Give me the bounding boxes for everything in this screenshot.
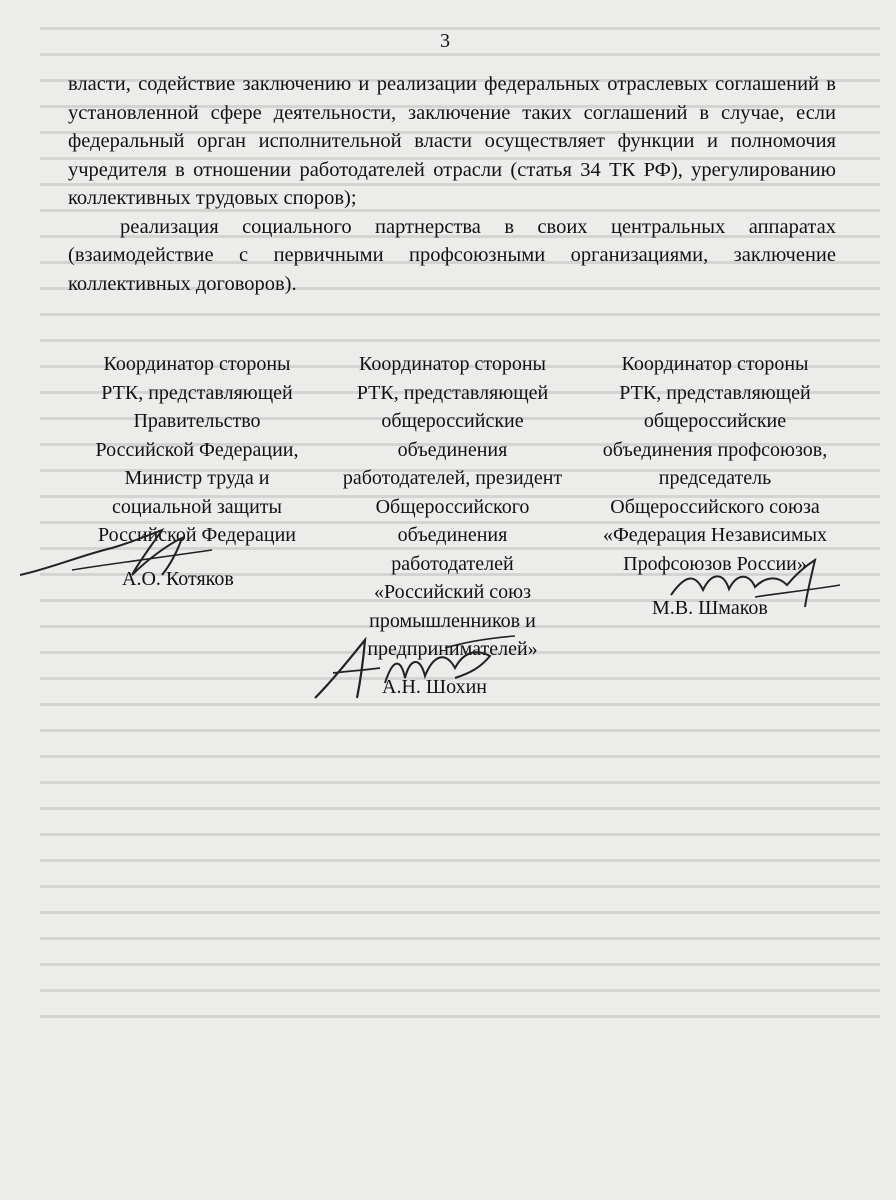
signatory-title-line: РТК, представляющей <box>356 381 549 404</box>
paragraph: реализация социального партнерства в своих центральных аппаратах (взаимодействие с первичными профсоюзными организациями, заключение коллективных договоров). <box>68 215 836 295</box>
signatory-title-line: объединения <box>397 438 508 461</box>
signatory-title-line: «Российский союз <box>373 581 531 603</box>
signatory-name: М.В. Шмаков <box>652 597 768 619</box>
signatory-title-line: Правительство <box>133 410 261 432</box>
signatory-title-line: Координатор стороны <box>103 353 291 375</box>
signatory-title-line: промышленников и <box>369 609 536 632</box>
signatory-title-line: РТК, представляющей <box>101 381 293 404</box>
signatory-title-line: объединения <box>397 524 508 546</box>
signatory-block-kotyakov <box>62 350 332 550</box>
signatory-title-line: объединения профсоюзов, <box>602 438 828 461</box>
signatory-title-line: «Федерация Независимых <box>602 524 828 546</box>
signatory-title-line: общероссийские <box>381 410 524 432</box>
page-number: 3 <box>440 30 450 52</box>
signatory-title-line: общероссийские <box>643 410 787 432</box>
signatory-block-shmakov <box>590 350 840 578</box>
signatory-title-line: социальной защиты <box>112 495 282 518</box>
signatory-name: А.О. Котяков <box>122 568 234 590</box>
signatory-title-line: предпринимателей» <box>367 638 538 660</box>
signatory-title-line: РТК, представляющей <box>619 381 811 404</box>
signatory-title-line: председатель <box>658 467 772 489</box>
signatory-title-line: Общероссийского союза <box>610 495 820 518</box>
signatory-title-line: работодателей, президент <box>342 467 563 489</box>
signatory-name: А.Н. Шохин <box>382 676 487 698</box>
paragraph: власти, содействие заключению и реализации федеральных отраслевых соглашений в установленной сфере деятельности, заключение таких соглашений в случае, если федеральный орган исполнительной власти осуществляет функции и полномочия учредителя в отношении работодателей отрасли (статья 34 ТК РФ), урегулированию коллективных трудовых споров); <box>68 73 836 209</box>
signatory-title-line: Министр труда и <box>124 467 270 489</box>
signatory-title-line: Общероссийского <box>375 495 530 518</box>
signatory-title-line: Российской Федерации, <box>95 438 299 461</box>
signatory-title-line: Координатор стороны <box>621 353 809 375</box>
signatory-block-shokhin <box>325 350 580 664</box>
body-text <box>68 70 836 298</box>
signatory-title-line: Координатор стороны <box>359 353 546 375</box>
signatory-title-line: работодателей <box>391 552 514 575</box>
signatory-title-line: Профсоюзов России» <box>623 552 807 575</box>
signatory-title-line: Российской Федерации <box>97 524 297 546</box>
